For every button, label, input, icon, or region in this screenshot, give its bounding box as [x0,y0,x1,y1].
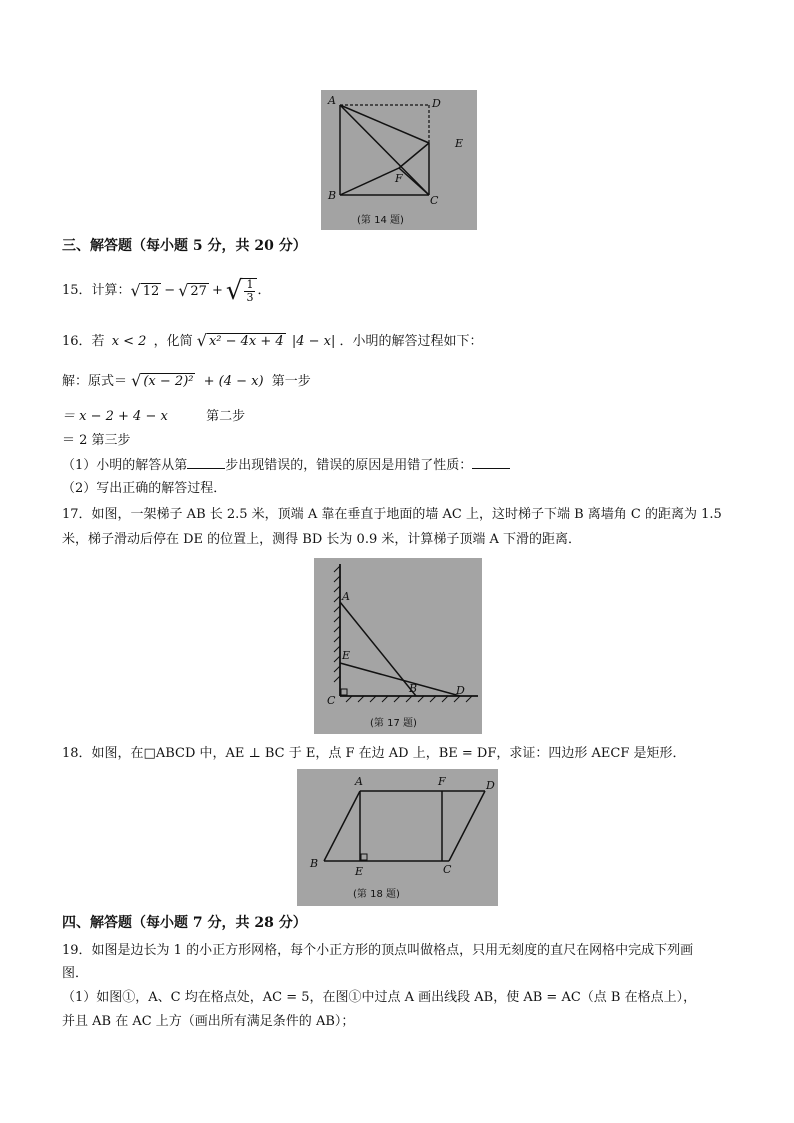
fig14-caption: (第 14 题) [357,215,404,226]
fig17-caption: (第 17 题) [370,718,417,729]
figure-14-diagram [321,90,477,230]
q19-line-2: 图． [62,966,89,981]
fig18-label-C: C [443,863,452,876]
fig14-label-D: D [432,97,441,110]
q17-line-2: 米，梯子滑动后停在 DE 的位置上，测得 BD 长为 0.9 米，计算梯子顶端 A 下滑的距离． [62,532,582,547]
q16-blank-property[interactable] [472,456,510,469]
fig14-label-A: A [328,94,336,107]
q16-radical: √ x² − 4x + 4 [196,331,284,350]
fig17-label-A: A [342,590,350,603]
figure-14 [321,90,477,230]
q16-step-1: 解：原式＝ √ (x − 2)² + (4 − x) 第一步 [62,371,311,390]
q15-number: 15．计算： [62,283,131,298]
question-16: 16．若 x < 2 ，化简 √ x² − 4x + 4 |4 − x| ．小明的解答过程如下： [62,331,483,350]
fig18-caption: (第 18 题) [353,889,400,900]
fig18-label-E: E [355,865,364,878]
fig18-label-A: A [355,775,363,788]
q16-blank-step[interactable] [187,456,225,469]
q16-abs: |4 − x| [291,334,336,349]
q16-step-2: ＝ x − 2 + 4 − x 第二步 [62,409,246,424]
q15-sqrt-27: √ 27 [178,280,207,300]
q15-sqrt-frac: √ $\frac{1}{3}$ [226,278,258,304]
section-3-heading: 三、解答题（每小题 5 分，共 20 分） [62,238,307,254]
fig14-label-B: B [328,189,337,202]
q16-condition: x < 2 [111,334,147,349]
q18-line: 18．如图，在□ABCD 中，AE ⊥ BC 于 E，点 F 在边 AD 上，BE = DF，求证：四边形 AECF 是矩形． [62,746,686,761]
fig14-label-E: E [455,137,464,150]
q16-part-2: （2）写出正确的解答过程． [62,481,227,496]
figure-17-diagram [314,558,482,734]
question-15: 15．计算： √ 12 − √ 27 + √ $\frac{1}{3}$ ． [62,276,271,306]
q17-line-1: 17．如图，一架梯子 AB 长 2.5 米，顶端 A 靠在垂直于地面的墙 AC 上，这时梯子下端 B 离墙角 C 的距离为 1.5 [62,507,722,522]
fig18-label-D: D [486,779,495,792]
fig17-label-D: D [456,684,465,697]
q15-sqrt-12: √ 12 [130,280,160,300]
q16-step-3: ＝ 2 第三步 [62,433,131,448]
fig14-label-F: F [395,172,403,185]
q19-line-4: 并且 AB 在 AC 上方（画出所有满足条件的 AB）； [62,1014,355,1029]
figure-18-diagram [297,769,498,906]
fig17-label-E: E [342,649,351,662]
fig18-label-B: B [310,857,319,870]
fig17-label-C: C [327,694,336,707]
fig17-label-B: B [409,682,418,695]
fig14-label-C: C [430,194,439,207]
section-4-heading: 四、解答题（每小题 7 分，共 28 分） [62,915,307,931]
q19-line-3: （1）如图①，A、C 均在格点处，AC = 5，在图①中过点 A 画出线段 AB，使 AB = AC（点 B 在格点上）， [62,990,697,1005]
fig18-label-F: F [438,775,446,788]
q19-line-1: 19．如图是边长为 1 的小正方形网格，每个小正方形的顶点叫做格点，只用无刻度的直尺在网格中完成下列画 [62,943,694,958]
figure-18 [297,769,498,906]
figure-17 [314,558,482,734]
q16-part-1: （1）小明的解答从第 步出现错误的，错误的原因是用错了性质： [62,456,510,475]
